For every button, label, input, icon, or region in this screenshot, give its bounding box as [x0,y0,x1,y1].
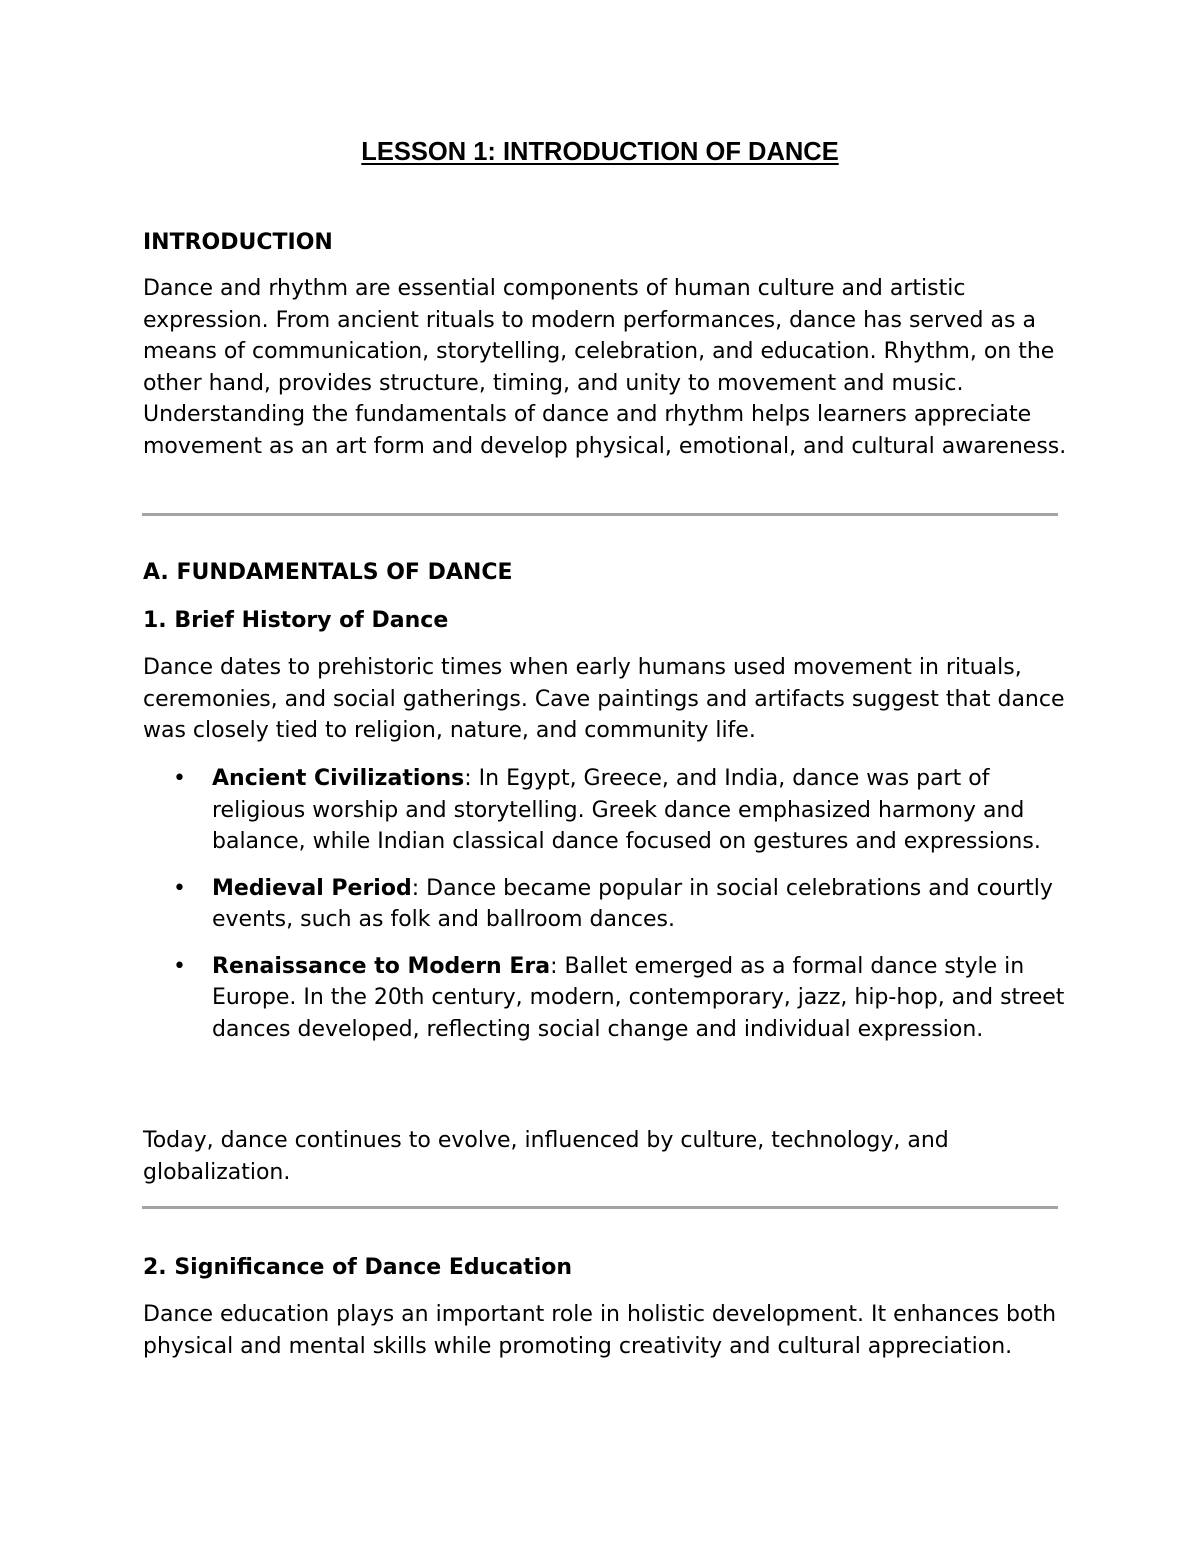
bullet-icon: • [173,953,186,979]
introduction-paragraph: Dance and rhythm are essential components of human culture and artistic expression. From ancient rituals to modern performances, dance has served as a means of communication, storytelling, celebration, and education. Rhythm, on the other hand, provides structure, timing, and unity to movement and music. Understanding the fundamentals of dance and rhythm helps learners appreciate movement as an art form and develop physical, emotional, and cultural awareness. [143,276,1067,459]
bullet-text: : In Egypt, Greece, and India, dance was part of religious worship and storytelling. Greek dance emphasized harmony and balance, while Indian classical dance focused on gestures and expressions. [212,766,1041,854]
history-closing-paragraph: Today, dance continues to evolve, influenced by culture, technology, and globalization. [143,1128,949,1185]
bullet-icon: • [173,766,186,791]
horizontal-divider [142,513,1058,516]
lesson-title: LESSON 1: INTRODUCTION OF DANCE [361,138,839,166]
history-bullet-list [143,763,1073,1060]
bullet-term: Renaissance to Modern Era [212,953,551,979]
section-a-heading: A. FUNDAMENTALS OF DANCE [143,560,513,585]
history-heading: 1. Brief History of Dance [143,608,449,633]
bullet-text: : Dance became popular in social celebrations and courtly events, such as folk and ballroom dances. [212,875,1053,932]
bullet-text: : Ballet emerged as a formal dance style in Europe. In the 20th century, modern, contemporary, jazz, hip-hop, and street dances developed, reflecting social change and individual expression. [212,953,1065,1042]
history-paragraph: Dance dates to prehistoric times when early humans used movement in rituals, ceremonies, and social gatherings. Cave paintings and artifacts suggest that dance was closely tied to religion, nature, and community life. [143,655,1065,743]
bullet-icon: • [173,875,186,901]
horizontal-divider [142,1206,1058,1209]
list-item [143,951,1073,1046]
significance-heading: 2. Significance of Dance Education [143,1255,573,1280]
bullet-term: Ancient Civilizations [212,766,465,791]
introduction-heading: INTRODUCTION [143,230,333,255]
list-item [143,763,1073,858]
significance-paragraph: Dance education plays an important role in holistic development. It enhances both physical and mental skills while promoting creativity and cultural appreciation. [143,1302,1057,1359]
bullet-term: Medieval Period [212,875,412,901]
list-item [143,873,1073,936]
